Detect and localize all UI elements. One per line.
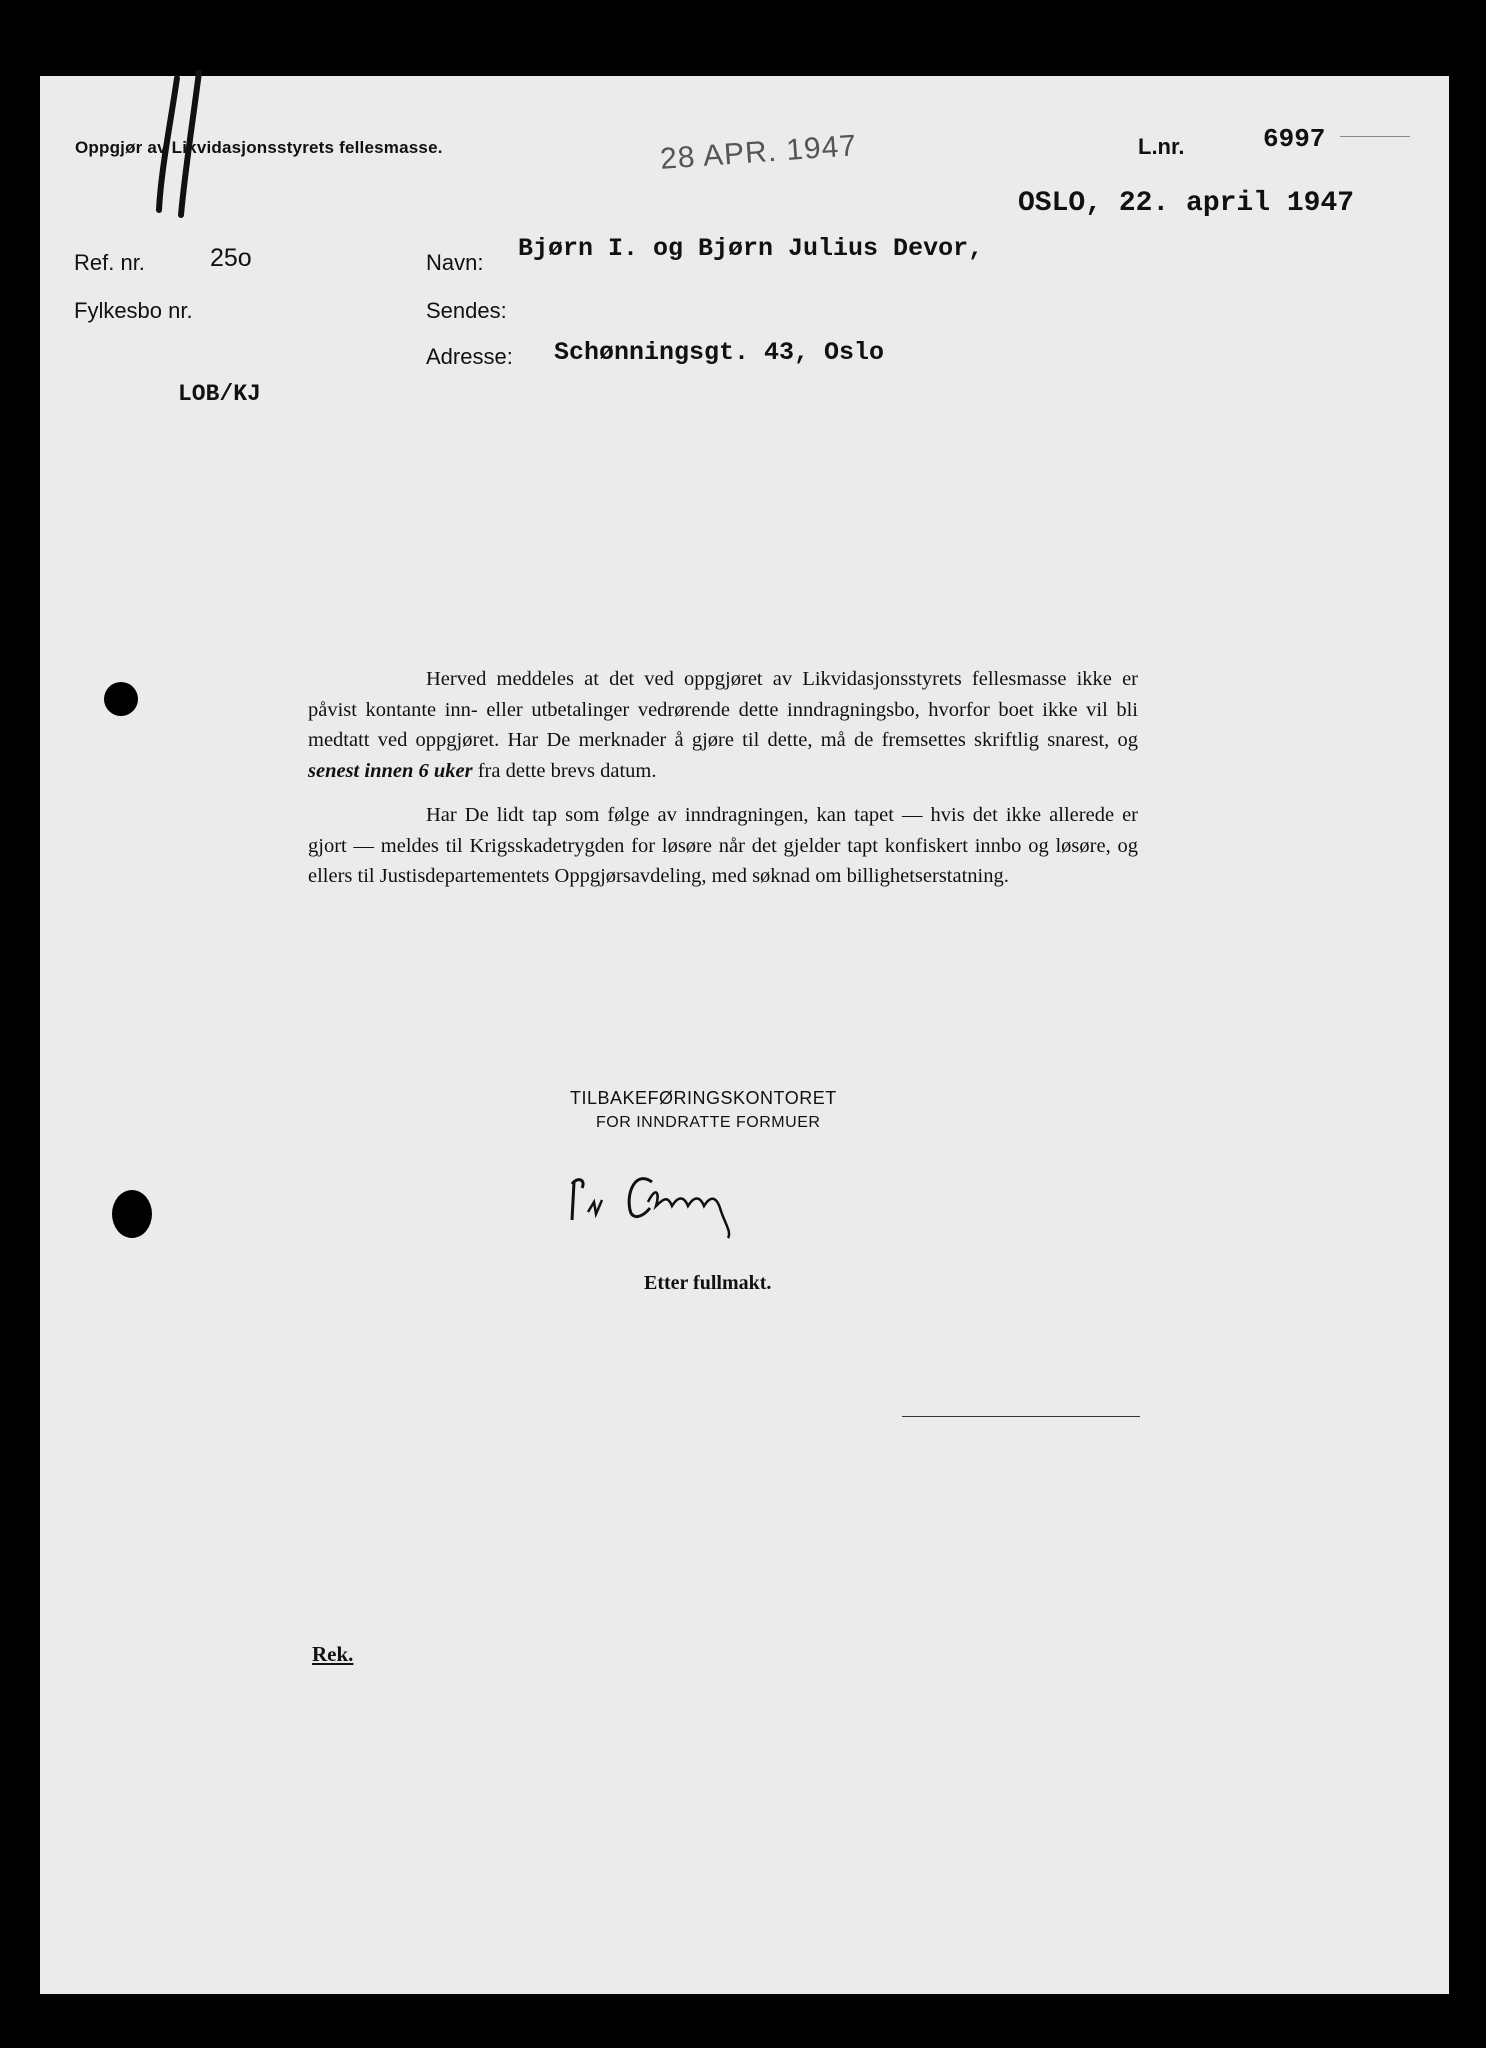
paragraph-1: Herved meddeles at det ved oppgjøret av Likvidasjonsstyrets fellesmasse ikke er påvist kontante inn- eller utbetalinger vedrørende dette inndragningsbo, hvorfor boet ikke vil bli medtatt ved oppgjøret. Har De merknader å gjøre til dette, må de fremsettes skriftlig snarest, og senest innen 6 uker fra dette brevs datum. (308, 668, 1138, 782)
registered-mark: Rek. (312, 1642, 354, 1666)
office-subtitle: FOR INNDRATTE FORMUER (596, 1114, 821, 1131)
signature (560, 1162, 760, 1242)
navn-label: Navn: (426, 250, 484, 275)
punch-hole (104, 682, 138, 716)
city-date: OSLO, 22. april 1947 (1018, 188, 1355, 219)
received-date-stamp: 28 APR. 1947 (659, 129, 859, 176)
adresse-label: Adresse: (426, 344, 513, 369)
lnr-label: L.nr. (1138, 134, 1185, 159)
adresse-value: Schønningsgt. 43, Oslo (554, 338, 885, 367)
organization-header: Oppgjør av Likvidasjonsstyrets fellesmasse. (75, 138, 443, 157)
fullmakt-text: Etter fullmakt. (644, 1272, 772, 1294)
punch-hole (112, 1190, 152, 1238)
lnr-value: 6997 (1263, 124, 1326, 154)
initials: LOB/KJ (178, 381, 261, 407)
signature-line (902, 1416, 1140, 1417)
ref-label: Ref. nr. (74, 250, 145, 275)
ref-value: 25o (210, 244, 252, 272)
paragraph-2: Har De lidt tap som følge av inndragningen, kan tapet — hvis det ikke allerede er gjort — meldes til Krigsskadetrygden for løsøre når det gjelder tapt konfiskert innbo og løsøre, og ellers til Justisdepartementets Oppgjørsavdeling, med søknad om billighetserstatning. (308, 804, 1138, 887)
navn-value: Bjørn I. og Bjørn Julius Devor, (518, 234, 984, 263)
letter-page (40, 76, 1449, 1994)
fylkesbo-label: Fylkesbo nr. (74, 298, 193, 323)
letter-body (308, 664, 1138, 906)
lnr-underline (1340, 136, 1410, 137)
office-name: TILBAKEFØRINGSKONTORET (570, 1088, 837, 1108)
sendes-label: Sendes: (426, 298, 507, 323)
